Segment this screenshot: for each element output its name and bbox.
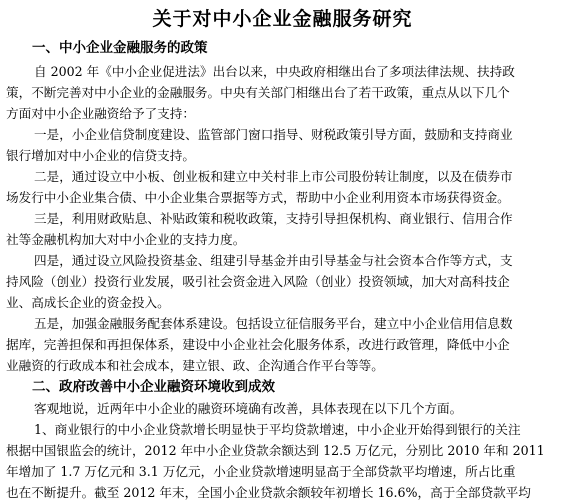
paragraph-line: 也在不断提升。截至 2012 年末，全国小企业贷款余额较年初增长 16.6%，高于全部贷款平均 [6, 485, 531, 500]
paragraph-line: 五是，加强金融服务配套体系建设。包括设立征信服务平台，建立中小企业信用信息数 [34, 316, 513, 331]
paragraph-line: 持风险（创业）投资行业发展，吸引社会资金进入风险（创业）投资领域，加大对高科技企 [6, 274, 510, 289]
paragraph-line: 客观地说，近两年中小企业的融资环境确有改善，具体表现在以下几个方面。 [34, 401, 463, 416]
paragraph-line: 一是，小企业信贷制度建设、监管部门窗口指导、财税政策引导方面，鼓励和支持商业 [34, 127, 513, 142]
paragraph-line: 二是，通过设立中小板、创业板和建立中关村非上市公司股份转让制度，以及在债券市 [34, 169, 513, 184]
paragraph-line: 业、高成长企业的资金投入。 [6, 295, 170, 310]
paragraph-line: 方面对中小企业融资给予了支持： [6, 106, 195, 121]
paragraph-line: 策，不断完善对中小企业的金融服务。中央有关部门相继出台了若干政策，重点从以下几个 [6, 85, 510, 100]
paragraph-line: 自 2002 年《中小企业促进法》出台以来，中央政府相继出台了多项法律法规、扶持政 [34, 64, 515, 79]
document-title: 关于对中小企业金融服务研究 [152, 8, 413, 30]
paragraph-line: 根据中国银监会的统计，2012 年中小企业贷款余额达到 12.5 万亿元，分别比 2010 年和 2011 [6, 443, 545, 458]
section-heading: 一、中小企业金融服务的政策 [32, 40, 208, 56]
paragraph-line: 三是，利用财政贴息、补贴政策和税收政策，支持引导担保机构、商业银行、信用合作 [34, 211, 513, 226]
paragraph-line: 1、商业银行的中小企业贷款增长明显快于平均贷款增速，中小企业开始得到银行的关注 [34, 422, 521, 437]
paragraph-line: 年增加了 1.7 万亿元和 3.1 万亿元，小企业贷款增速明显高于全部贷款平均增速，所占比重 [6, 464, 516, 479]
paragraph-line: 社等金融机构加大对中小企业的支持力度。 [6, 232, 246, 247]
paragraph-line: 四是，通过设立风险投资基金、组建引导基金并由引导基金与社会资本合作等方式，支 [34, 253, 513, 268]
paragraph-line: 银行增加对中小企业的信贷支持。 [6, 148, 195, 163]
paragraph-line: 业融资的行政成本和社会成本，建立银、政、企沟通合作平台等等。 [6, 358, 384, 373]
paragraph-line: 据库，完善担保和再担保体系，建设中小企业社会化服务体系，改进行政管理，降低中小企 [6, 337, 510, 352]
paragraph-line: 场发行中小企业集合债、中小企业集合票据等方式，帮助中小企业利用资本市场获得资金。 [6, 190, 510, 205]
section-heading: 二、政府改善中小企业融资环境收到成效 [32, 379, 275, 395]
